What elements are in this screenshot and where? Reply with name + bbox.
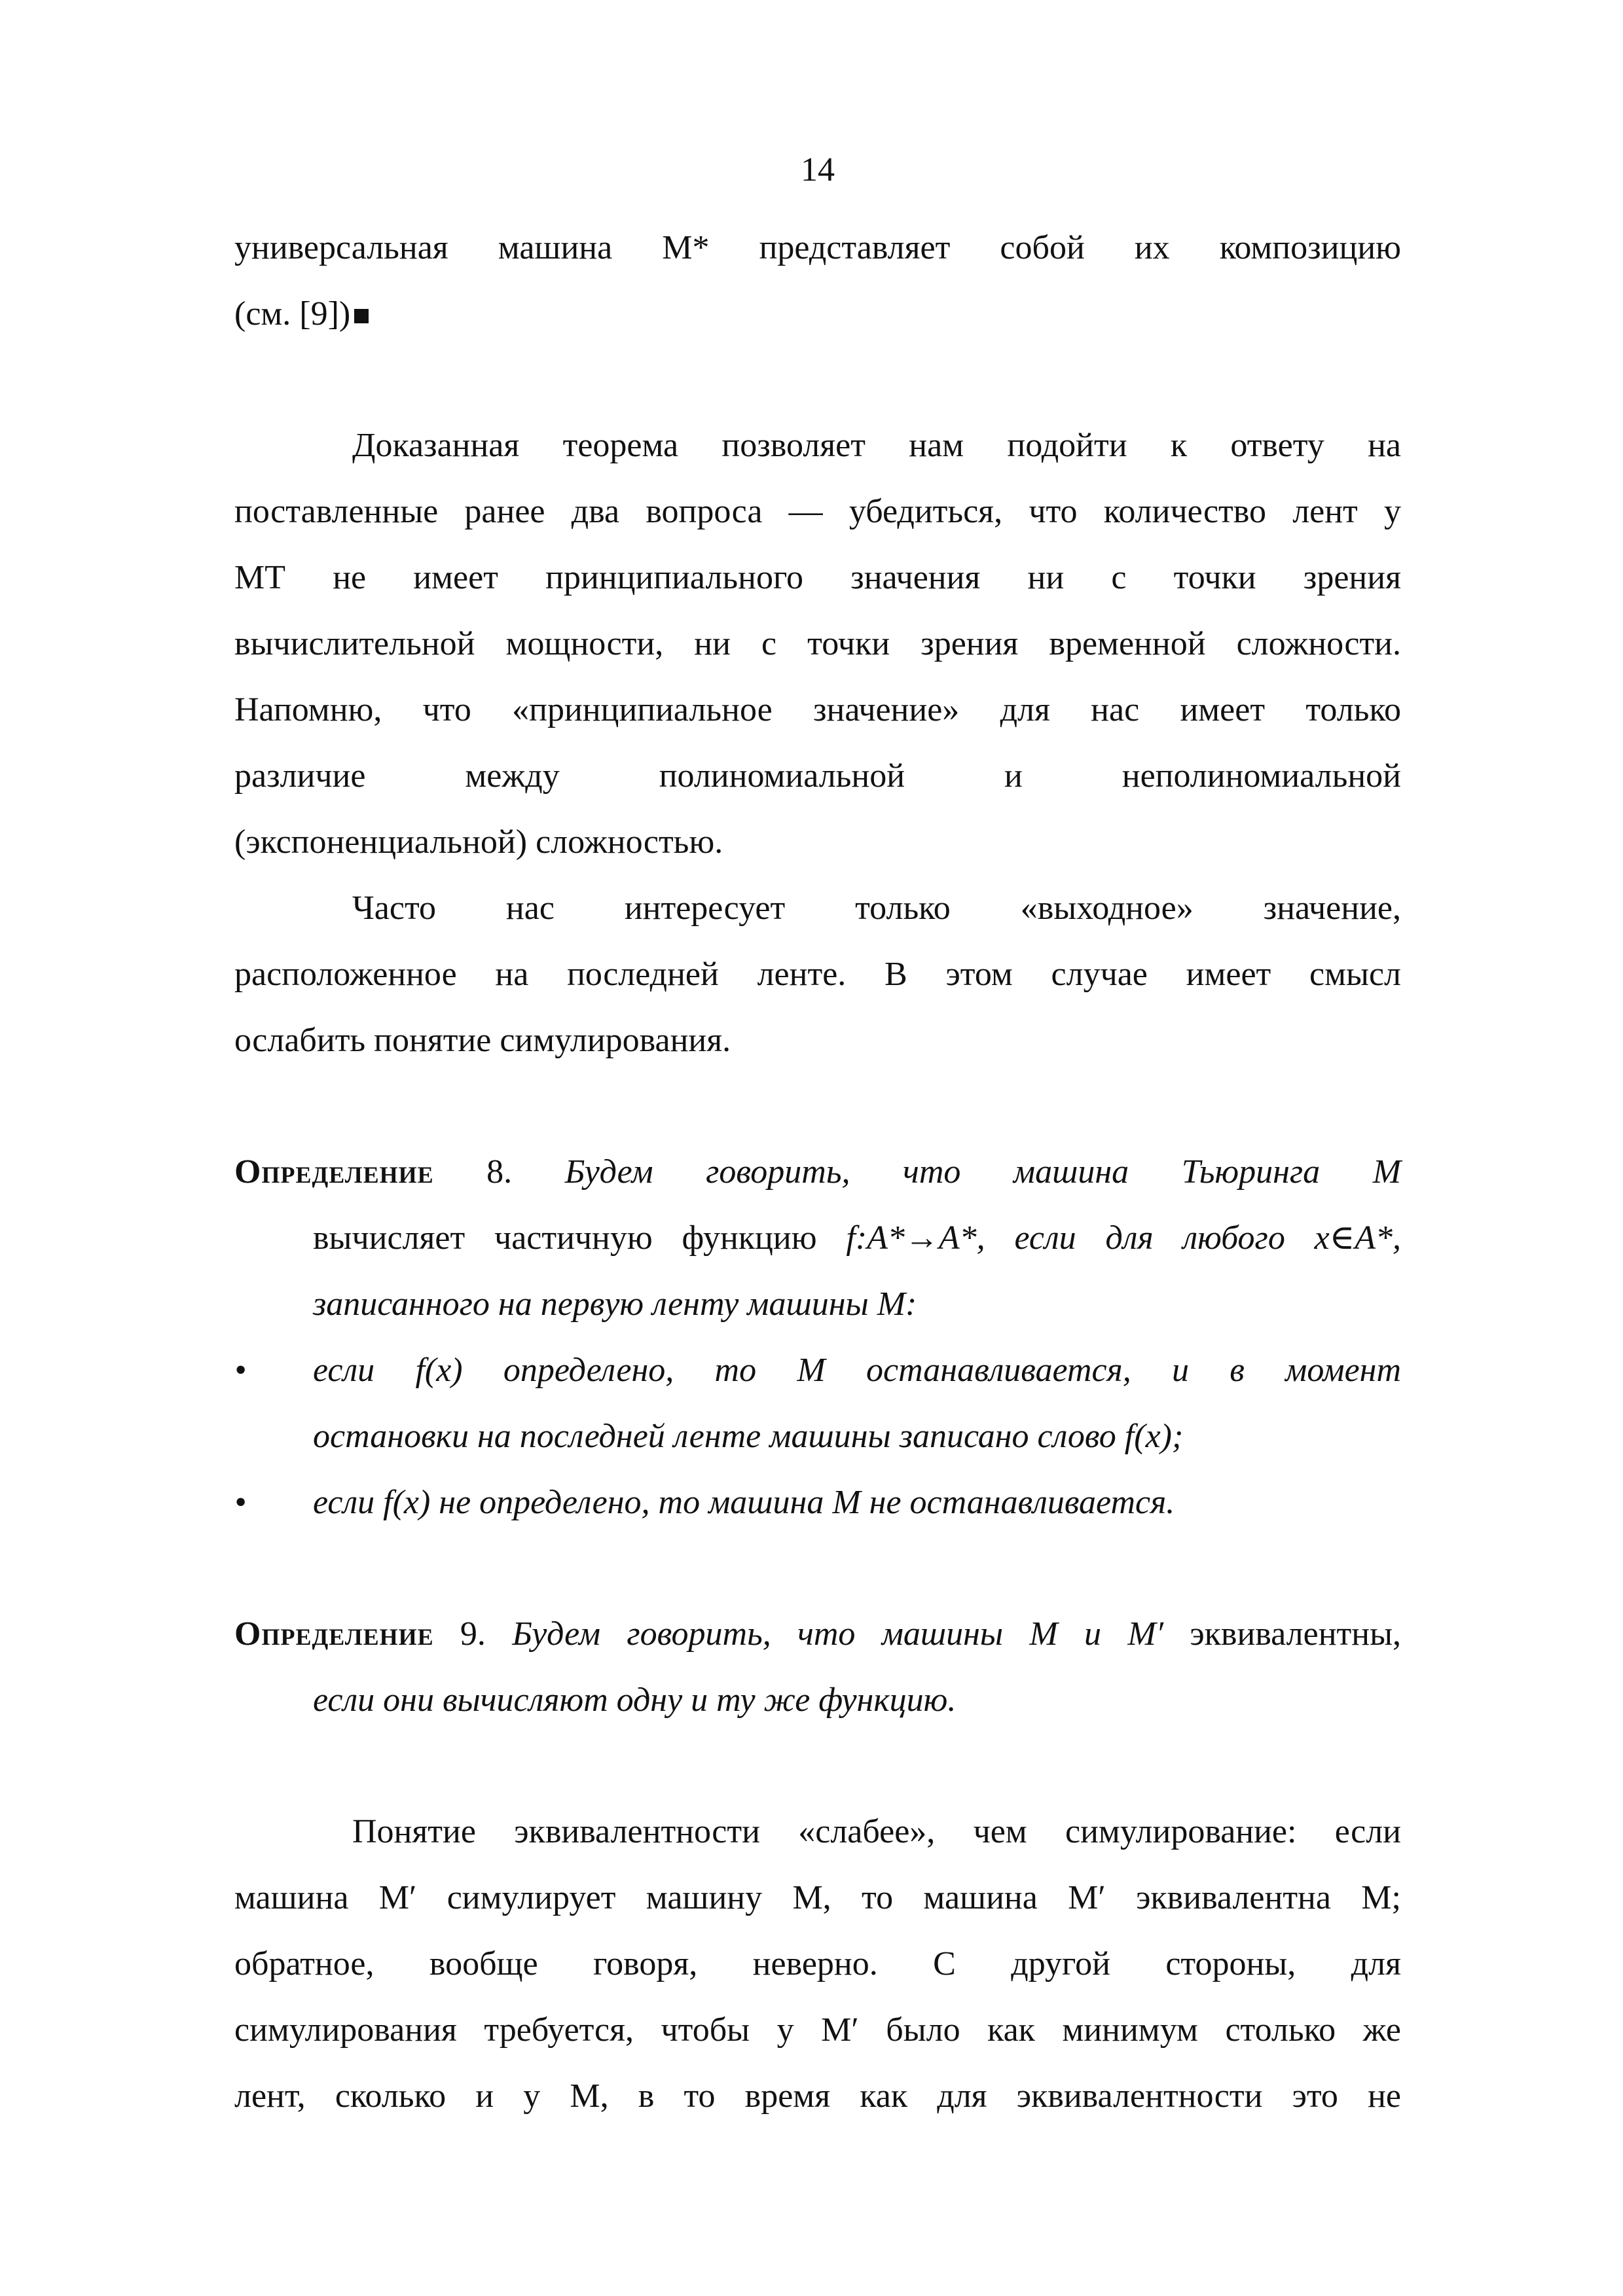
- definition-text-italic: f:A*→A*, если для любого x∈A*,: [846, 1219, 1401, 1257]
- text-line: универсальная машина M* представляет собой их композицию: [234, 229, 1401, 266]
- definition-text-italic: Будем говорить, что машины M и M′: [512, 1615, 1164, 1653]
- definition-text: Будем говорить, что машина Тьюринга M: [564, 1153, 1402, 1191]
- definition-text-plain: эквивалентны,: [1190, 1615, 1402, 1653]
- bullet-item: [234, 1469, 1401, 1535]
- text-line: ослабить понятие симулирования.: [234, 1022, 731, 1059]
- text-line: Часто нас интересует только «выходное» значение,: [352, 889, 1401, 927]
- text-line: расположенное на последней ленте. В этом случае имеет смысл: [234, 956, 1401, 993]
- text-line: симулирования требуется, чтобы у M′ было как минимум столько же: [234, 2011, 1401, 2049]
- text-line: поставленные ранее два вопроса — убедиться, что количество лент у: [234, 493, 1401, 530]
- paragraph-continuation: [234, 215, 1401, 347]
- definition-heading-line: [234, 1601, 1401, 1667]
- definition-text-plain: вычисляет частичную функцию: [313, 1219, 817, 1257]
- paragraph-output-value: [234, 875, 1401, 1073]
- paragraph-equivalence: [234, 1799, 1401, 2129]
- end-of-proof-icon: [354, 309, 369, 323]
- bullet-text: если f(x) определено, то M останавливается, и в момент: [313, 1352, 1401, 1389]
- text-line: Доказанная теорема позволяет нам подойти к ответу на: [352, 427, 1401, 464]
- text-line: вычислительной мощности, ни с точки зрения временной сложности.: [234, 625, 1401, 662]
- text-line: лент, сколько и у M, в то время как для эквивалентности это не: [234, 2077, 1401, 2115]
- bullet-item: [234, 1337, 1401, 1403]
- text-line: (экспоненциальной) сложностью.: [234, 823, 723, 861]
- bullet-icon: •: [234, 1352, 247, 1389]
- bullet-icon: •: [234, 1484, 247, 1521]
- definition-8: [234, 1139, 1401, 1535]
- definition-heading-line: [234, 1139, 1401, 1205]
- text-line-content: (см. [9]): [234, 295, 351, 332]
- definition-9: [234, 1601, 1401, 1733]
- text-line: машина M′ симулирует машину M, то машина M′ эквивалентна M;: [234, 1879, 1401, 1916]
- text-line: различие между полиномиальной и неполиномиальной: [234, 757, 1401, 795]
- text-line: [234, 1205, 1401, 1271]
- paragraph-theorem-consequence: [234, 412, 1401, 875]
- text-line: остановки на последней ленте машины записано слово f(x);: [313, 1418, 1184, 1455]
- text-line: [234, 281, 1401, 347]
- definition-number: 9.: [460, 1615, 486, 1653]
- text-line: если они вычисляют одну и ту же функцию.: [313, 1681, 957, 1719]
- definition-label: Определение: [234, 1153, 434, 1191]
- page-number: 14: [801, 151, 835, 188]
- text-line: Напомню, что «принципиальное значение» для нас имеет только: [234, 691, 1401, 728]
- bullet-text: если f(x) не определено, то машина M не останавливается.: [313, 1484, 1175, 1521]
- text-line: МТ не имеет принципиального значения ни с точки зрения: [234, 559, 1401, 596]
- text-line: обратное, вообще говоря, неверно. С другой стороны, для: [234, 1945, 1401, 1982]
- text-line: записанного на первую ленту машины M:: [313, 1285, 917, 1323]
- definition-label: Определение: [234, 1615, 434, 1653]
- text-line: Понятие эквивалентности «слабее», чем симулирование: если: [352, 1813, 1401, 1850]
- definition-number: 8.: [486, 1153, 513, 1191]
